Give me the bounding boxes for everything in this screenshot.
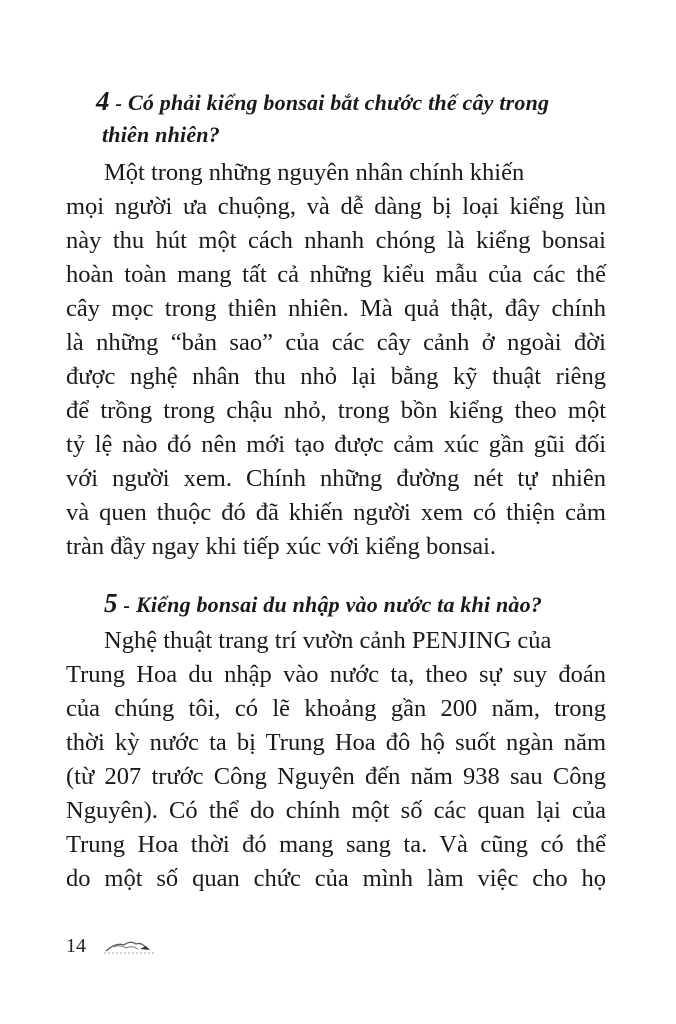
section-5-separator: - — [123, 595, 131, 617]
page-footer — [66, 926, 158, 966]
section-4-title-line-2: thiên nhiên? — [102, 122, 220, 147]
section-4-heading-continued — [102, 118, 634, 152]
section-4-paragraph-line: là những “bản sao” của các cây cảnh ở ngoài đời — [66, 329, 606, 356]
section-4-paragraph-line: Một trong những nguyên nhân chính khiến — [104, 159, 525, 186]
section-5-paragraph-line: do một số quan chức của mình làm việc cho họ — [66, 865, 606, 892]
section-4-paragraph-line: cây mọc trong thiên nhiên. Mà quả thật, đây chính — [66, 295, 606, 322]
section-4-paragraph-line: tràn đầy ngay khi tiếp xúc với kiểng bonsai. — [66, 533, 497, 560]
section-4-separator: - — [115, 93, 123, 115]
section-5-paragraph-line: Trung Hoa thời đó mang sang ta. Và cũng có thể — [66, 831, 606, 858]
section-4-number: 4 — [96, 86, 110, 116]
section-4-paragraph-line: để trồng trong chậu nhỏ, trong bồn kiểng theo một — [66, 397, 606, 424]
section-4-paragraph-line: với người xem. Chính những đường nét tự nhiên — [66, 465, 606, 492]
section-4-paragraph-line: mọi người ưa chuộng, và dễ dàng bị loại kiểng lùn — [66, 193, 606, 220]
section-4-heading — [96, 84, 628, 121]
section-4-paragraph-line: hoàn toàn mang tất cả những kiểu mẫu của các thế — [66, 261, 606, 288]
section-4-paragraph-line: này thu hút một cách nhanh chóng là kiểng bonsai — [66, 227, 606, 254]
section-4-title-line-1: Có phải kiểng bonsai bắt chước thế cây trong — [127, 90, 550, 115]
section-5-paragraph-line: của chúng tôi, có lẽ khoảng gần 200 năm, trong — [66, 695, 606, 722]
section-5-title-line-1: Kiểng bonsai du nhập vào nước ta khi nào? — [135, 592, 543, 617]
section-5-paragraph-line: (từ 207 trước Công Nguyên đến năm 938 sau Công — [66, 763, 606, 790]
page-number: 14 — [66, 934, 86, 957]
section-4-paragraph-line: được nghệ nhân thu nhỏ lại bằng kỹ thuật riêng — [66, 363, 606, 390]
section-5-paragraph-line: Nguyên). Có thể do chính một số các quan lại của — [66, 797, 606, 824]
section-5-paragraph-line: Nghệ thuật trang trí vườn cảnh PENJING của — [104, 627, 552, 654]
section-5-number: 5 — [104, 588, 118, 618]
section-4-paragraph-line: tỷ lệ nào đó nên mới tạo được cảm xúc gần gũi đối — [66, 431, 606, 458]
section-5-paragraph-line: Trung Hoa du nhập vào nước ta, theo sự suy đoán — [66, 661, 606, 688]
section-5-heading — [104, 586, 636, 623]
bonsai-tree-ornament-icon — [102, 936, 158, 956]
section-4-paragraph-line: và quen thuộc đó đã khiến người xem có thiện cảm — [66, 499, 606, 526]
section-5-paragraph-line: thời kỳ nước ta bị Trung Hoa đô hộ suốt ngàn năm — [66, 729, 606, 756]
